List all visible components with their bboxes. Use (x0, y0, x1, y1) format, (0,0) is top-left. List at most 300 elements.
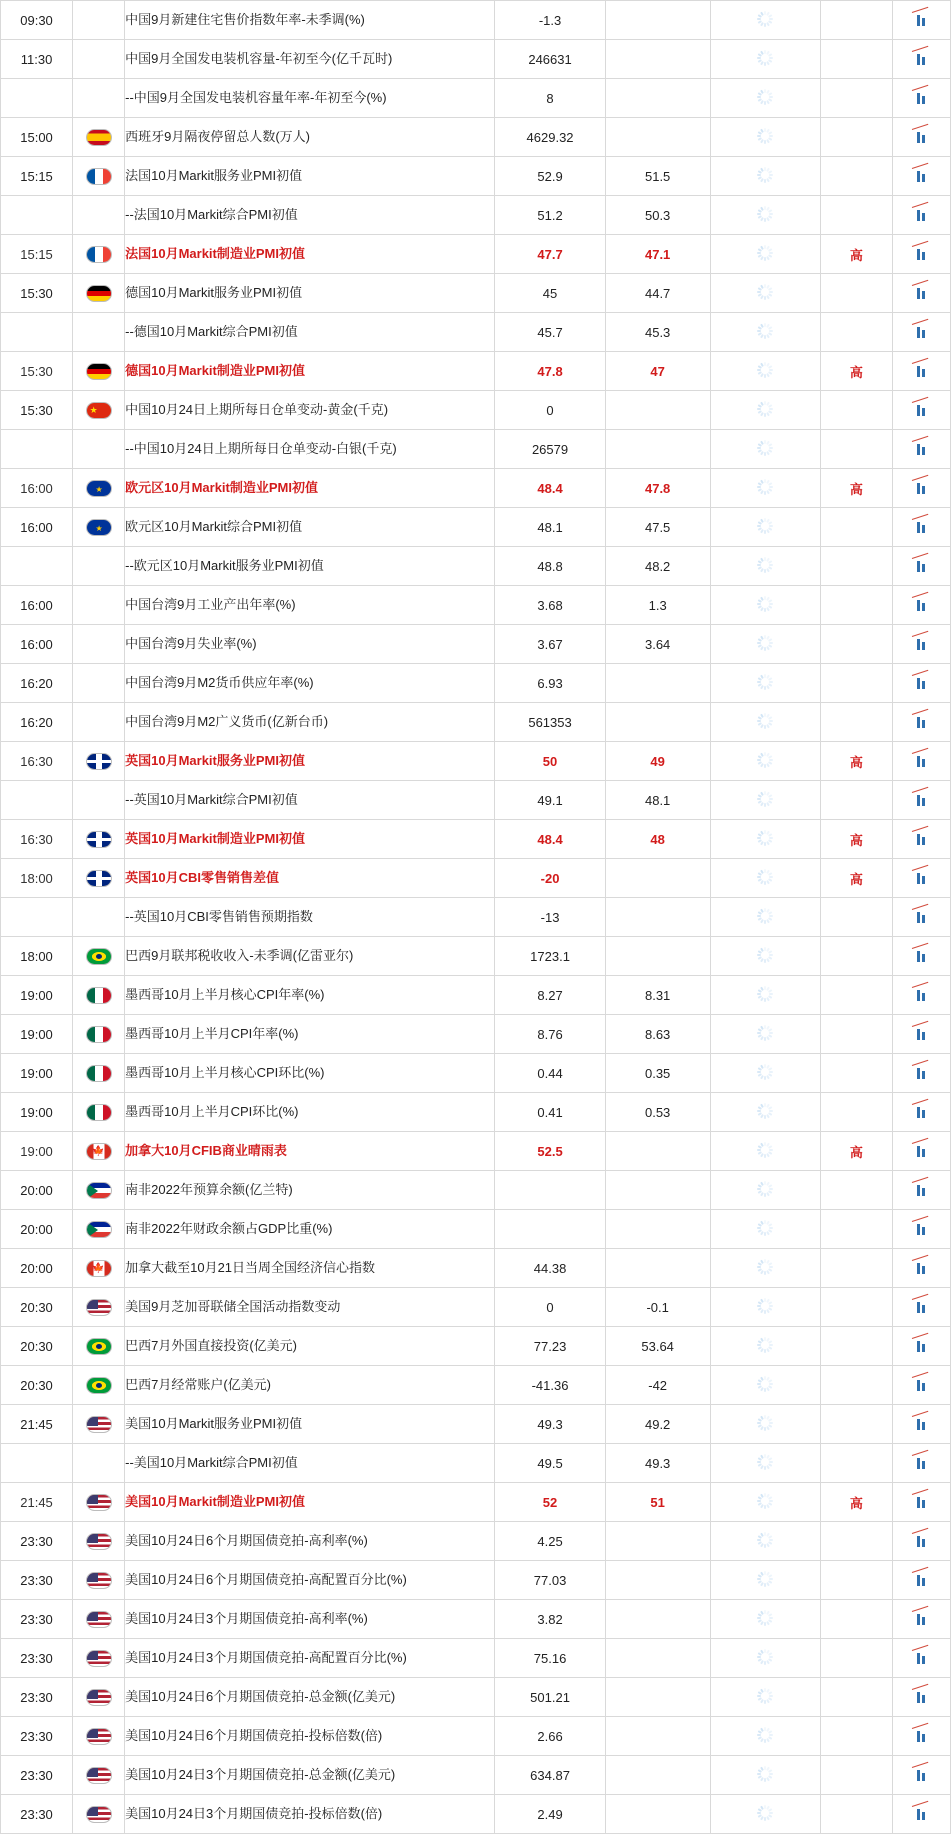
rating-cell (710, 1132, 820, 1171)
bar-chart-icon[interactable] (912, 557, 930, 572)
actual-value: 77.03 (495, 1561, 605, 1600)
chart-link[interactable] (892, 1600, 950, 1639)
event-time: 18:00 (1, 859, 73, 898)
importance-badge (820, 1717, 892, 1756)
country-flag-cell (73, 703, 125, 742)
chart-link[interactable] (892, 157, 950, 196)
bar-chart-icon[interactable] (912, 1298, 930, 1313)
event-name[interactable]: --德国10月Markit综合PMI初值 (125, 313, 495, 352)
country-flag-cell (73, 937, 125, 976)
table-row (1, 1483, 951, 1522)
bar-chart-icon[interactable] (912, 1571, 930, 1586)
loading-spinner-icon (757, 206, 773, 222)
rating-cell (710, 898, 820, 937)
event-name[interactable]: 美国10月24日6个月期国债竞拍-投标倍数(倍) (125, 1717, 495, 1756)
bar-chart-icon[interactable] (912, 245, 930, 260)
chart-link[interactable] (892, 1405, 950, 1444)
chart-link[interactable] (892, 118, 950, 157)
country-flag-cell (73, 1, 125, 40)
rating-cell (710, 1288, 820, 1327)
event-name[interactable]: 德国10月Markit制造业PMI初值 (125, 352, 495, 391)
flag-icon-cn (86, 402, 112, 419)
event-time: 20:30 (1, 1366, 73, 1405)
table-row (1, 1249, 951, 1288)
event-name[interactable]: 南非2022年预算余额(亿兰特) (125, 1171, 495, 1210)
bar-chart-icon[interactable] (912, 752, 930, 767)
country-flag-cell (73, 118, 125, 157)
table-row (1, 1678, 951, 1717)
chart-link[interactable] (892, 1288, 950, 1327)
importance-badge (820, 703, 892, 742)
importance-badge (820, 274, 892, 313)
actual-value: 52.5 (495, 1132, 605, 1171)
event-name[interactable]: --中国10月24日上期所每日仓单变动-白银(千克) (125, 430, 495, 469)
event-name[interactable]: 中国9月新建住宅售价指数年率-未季调(%) (125, 1, 495, 40)
rating-cell (710, 391, 820, 430)
country-flag-cell (73, 313, 125, 352)
importance-badge (820, 586, 892, 625)
chart-link[interactable] (892, 1, 950, 40)
chart-link[interactable] (892, 274, 950, 313)
flag-icon-us (86, 1806, 112, 1823)
bar-chart-icon[interactable] (912, 1727, 930, 1742)
event-time: 23:30 (1, 1639, 73, 1678)
country-flag-cell (73, 1639, 125, 1678)
actual-value: 3.68 (495, 586, 605, 625)
chart-link[interactable] (892, 664, 950, 703)
bar-chart-icon[interactable] (912, 440, 930, 455)
rating-cell (710, 469, 820, 508)
country-flag-cell (73, 508, 125, 547)
forecast-value (605, 1756, 710, 1795)
chart-link[interactable] (892, 40, 950, 79)
chart-link[interactable] (892, 547, 950, 586)
actual-value: -20 (495, 859, 605, 898)
bar-chart-icon[interactable] (912, 1337, 930, 1352)
chart-link[interactable] (892, 1795, 950, 1834)
rating-cell (710, 976, 820, 1015)
event-name[interactable]: 美国10月24日3个月期国债竞拍-投标倍数(倍) (125, 1795, 495, 1834)
event-time (1, 430, 73, 469)
table-row (1, 625, 951, 664)
flag-icon-ca (86, 1260, 112, 1277)
chart-link[interactable] (892, 820, 950, 859)
event-name[interactable]: 中国台湾9月失业率(%) (125, 625, 495, 664)
actual-value: 52 (495, 1483, 605, 1522)
flag-icon-us (86, 1689, 112, 1706)
bar-chart-icon[interactable] (912, 1649, 930, 1664)
chart-link[interactable] (892, 742, 950, 781)
event-name[interactable]: 中国10月24日上期所每日仓单变动-黄金(千克) (125, 391, 495, 430)
country-flag-cell (73, 235, 125, 274)
chart-link[interactable] (892, 1132, 950, 1171)
bar-chart-icon[interactable] (912, 89, 930, 104)
table-row (1, 898, 951, 937)
table-row (1, 1366, 951, 1405)
bar-chart-icon[interactable] (912, 791, 930, 806)
event-time (1, 781, 73, 820)
event-name[interactable]: 中国台湾9月工业产出年率(%) (125, 586, 495, 625)
loading-spinner-icon (757, 635, 773, 651)
bar-chart-icon[interactable] (912, 1259, 930, 1274)
forecast-value: 47 (605, 352, 710, 391)
bar-chart-icon[interactable] (912, 1532, 930, 1547)
forecast-value (605, 1, 710, 40)
event-name[interactable]: 英国10月Markit服务业PMI初值 (125, 742, 495, 781)
event-name[interactable]: 美国10月24日6个月期国债竞拍-高配置百分比(%) (125, 1561, 495, 1600)
rating-cell (710, 508, 820, 547)
event-name[interactable]: 美国10月24日6个月期国债竞拍-高利率(%) (125, 1522, 495, 1561)
event-time: 20:00 (1, 1210, 73, 1249)
actual-value: 48.4 (495, 820, 605, 859)
event-name[interactable]: 法国10月Markit制造业PMI初值 (125, 235, 495, 274)
bar-chart-icon[interactable] (912, 1103, 930, 1118)
rating-cell (710, 1678, 820, 1717)
table-row (1, 391, 951, 430)
rating-cell (710, 586, 820, 625)
bar-chart-icon[interactable] (912, 1025, 930, 1040)
table-row (1, 1522, 951, 1561)
rating-cell (710, 859, 820, 898)
chart-link[interactable] (892, 1444, 950, 1483)
actual-value: 0 (495, 1288, 605, 1327)
table-row (1, 1327, 951, 1366)
event-name[interactable]: --英国10月Markit综合PMI初值 (125, 781, 495, 820)
flag-icon-fr (86, 168, 112, 185)
bar-chart-icon[interactable] (912, 1415, 930, 1430)
event-name[interactable]: 加拿大10月CFIB商业晴雨表 (125, 1132, 495, 1171)
importance-badge (820, 1, 892, 40)
actual-value: 49.5 (495, 1444, 605, 1483)
event-name[interactable]: 美国10月24日3个月期国债竞拍-高配置百分比(%) (125, 1639, 495, 1678)
table-row (1, 1210, 951, 1249)
country-flag-cell (73, 1756, 125, 1795)
flag-icon-za (86, 1182, 112, 1199)
actual-value: 8 (495, 79, 605, 118)
chart-link[interactable] (892, 1483, 950, 1522)
bar-chart-icon[interactable] (912, 128, 930, 143)
forecast-value (605, 118, 710, 157)
forecast-value: 47.5 (605, 508, 710, 547)
country-flag-cell (73, 1132, 125, 1171)
bar-chart-icon[interactable] (912, 167, 930, 182)
table-row (1, 1132, 951, 1171)
chart-link[interactable] (892, 1717, 950, 1756)
importance-badge (820, 1756, 892, 1795)
bar-chart-icon[interactable] (912, 869, 930, 884)
country-flag-cell (73, 40, 125, 79)
chart-link[interactable] (892, 1522, 950, 1561)
rating-cell (710, 1171, 820, 1210)
flag-icon-mx (86, 1104, 112, 1121)
chart-link[interactable] (892, 1366, 950, 1405)
event-time: 19:00 (1, 976, 73, 1015)
bar-chart-icon[interactable] (912, 1766, 930, 1781)
event-name[interactable]: --法国10月Markit综合PMI初值 (125, 196, 495, 235)
country-flag-cell (73, 664, 125, 703)
importance-badge (820, 1210, 892, 1249)
country-flag-cell (73, 1171, 125, 1210)
country-flag-cell (73, 196, 125, 235)
country-flag-cell (73, 391, 125, 430)
actual-value: 77.23 (495, 1327, 605, 1366)
event-name[interactable]: --欧元区10月Markit服务业PMI初值 (125, 547, 495, 586)
country-flag-cell (73, 1327, 125, 1366)
table-row (1, 118, 951, 157)
importance-badge: 高 (820, 352, 892, 391)
table-row (1, 1093, 951, 1132)
chart-link[interactable] (892, 1210, 950, 1249)
event-name[interactable]: 德国10月Markit服务业PMI初值 (125, 274, 495, 313)
chart-link[interactable] (892, 391, 950, 430)
event-name[interactable]: --中国9月全国发电装机容量年率-年初至今(%) (125, 79, 495, 118)
importance-badge: 高 (820, 820, 892, 859)
bar-chart-icon[interactable] (912, 1805, 930, 1820)
chart-link[interactable] (892, 898, 950, 937)
chart-link[interactable] (892, 859, 950, 898)
event-name[interactable]: 英国10月CBI零售销售差值 (125, 859, 495, 898)
flag-icon-mx (86, 1065, 112, 1082)
chart-link[interactable] (892, 469, 950, 508)
bar-chart-icon[interactable] (912, 362, 930, 377)
table-row (1, 1600, 951, 1639)
importance-badge: 高 (820, 235, 892, 274)
bar-chart-icon[interactable] (912, 284, 930, 299)
forecast-value (605, 391, 710, 430)
event-name[interactable]: 墨西哥10月上半月核心CPI环比(%) (125, 1054, 495, 1093)
actual-value: 0 (495, 391, 605, 430)
importance-badge (820, 430, 892, 469)
event-time: 20:30 (1, 1327, 73, 1366)
forecast-value: 48 (605, 820, 710, 859)
actual-value: 3.82 (495, 1600, 605, 1639)
actual-value: -13 (495, 898, 605, 937)
country-flag-cell (73, 781, 125, 820)
chart-link[interactable] (892, 1561, 950, 1600)
event-name[interactable]: 南非2022年财政余额占GDP比重(%) (125, 1210, 495, 1249)
chart-link[interactable] (892, 937, 950, 976)
event-time (1, 79, 73, 118)
table-row (1, 196, 951, 235)
chart-link[interactable] (892, 79, 950, 118)
event-time: 15:15 (1, 235, 73, 274)
rating-cell (710, 1, 820, 40)
bar-chart-icon[interactable] (912, 1142, 930, 1157)
actual-value: 0.44 (495, 1054, 605, 1093)
chart-link[interactable] (892, 313, 950, 352)
chart-link[interactable] (892, 508, 950, 547)
table-row (1, 1015, 951, 1054)
country-flag-cell (73, 1444, 125, 1483)
chart-link[interactable] (892, 196, 950, 235)
actual-value: 47.8 (495, 352, 605, 391)
event-time (1, 196, 73, 235)
event-name[interactable]: --英国10月CBI零售销售预期指数 (125, 898, 495, 937)
loading-spinner-icon (757, 1532, 773, 1548)
chart-link[interactable] (892, 235, 950, 274)
actual-value: 246631 (495, 40, 605, 79)
event-name[interactable]: 英国10月Markit制造业PMI初值 (125, 820, 495, 859)
table-row (1, 430, 951, 469)
table-row (1, 1639, 951, 1678)
chart-link[interactable] (892, 1171, 950, 1210)
event-name[interactable]: 美国10月24日3个月期国债竞拍-高利率(%) (125, 1600, 495, 1639)
table-row (1, 703, 951, 742)
table-row (1, 859, 951, 898)
event-name[interactable]: 欧元区10月Markit制造业PMI初值 (125, 469, 495, 508)
loading-spinner-icon (757, 1259, 773, 1275)
event-name[interactable]: 墨西哥10月上半月CPI年率(%) (125, 1015, 495, 1054)
actual-value: 45 (495, 274, 605, 313)
event-name[interactable]: 中国台湾9月M2货币供应年率(%) (125, 664, 495, 703)
event-time: 16:20 (1, 664, 73, 703)
forecast-value (605, 1249, 710, 1288)
importance-badge (820, 1015, 892, 1054)
forecast-value (605, 898, 710, 937)
loading-spinner-icon (757, 284, 773, 300)
forecast-value: 44.7 (605, 274, 710, 313)
event-name[interactable]: 巴西7月外国直接投资(亿美元) (125, 1327, 495, 1366)
event-name[interactable]: 巴西9月联邦税收收入-未季调(亿雷亚尔) (125, 937, 495, 976)
flag-icon-us (86, 1611, 112, 1628)
bar-chart-icon[interactable] (912, 1493, 930, 1508)
loading-spinner-icon (757, 167, 773, 183)
event-name[interactable]: 美国9月芝加哥联储全国活动指数变动 (125, 1288, 495, 1327)
event-time (1, 1444, 73, 1483)
loading-spinner-icon (757, 596, 773, 612)
event-time: 23:30 (1, 1756, 73, 1795)
bar-chart-icon[interactable] (912, 479, 930, 494)
event-name[interactable]: 欧元区10月Markit综合PMI初值 (125, 508, 495, 547)
chart-link[interactable] (892, 1756, 950, 1795)
bar-chart-icon[interactable] (912, 1454, 930, 1469)
flag-icon-ca (86, 1143, 112, 1160)
chart-link[interactable] (892, 1249, 950, 1288)
event-name[interactable]: 法国10月Markit服务业PMI初值 (125, 157, 495, 196)
rating-cell (710, 79, 820, 118)
importance-badge (820, 1405, 892, 1444)
bar-chart-icon[interactable] (912, 908, 930, 923)
chart-link[interactable] (892, 976, 950, 1015)
loading-spinner-icon (757, 245, 773, 261)
bar-chart-icon[interactable] (912, 401, 930, 416)
chart-link[interactable] (892, 1093, 950, 1132)
flag-icon-fr (86, 246, 112, 263)
chart-link[interactable] (892, 352, 950, 391)
bar-chart-icon[interactable] (912, 986, 930, 1001)
bar-chart-icon[interactable] (912, 206, 930, 221)
event-time: 16:00 (1, 625, 73, 664)
event-name[interactable]: 中国9月全国发电装机容量-年初至今(亿千瓦时) (125, 40, 495, 79)
bar-chart-icon[interactable] (912, 947, 930, 962)
bar-chart-icon[interactable] (912, 635, 930, 650)
actual-value: 50 (495, 742, 605, 781)
event-time: 19:00 (1, 1054, 73, 1093)
event-name[interactable]: 美国10月24日6个月期国债竞拍-总金额(亿美元) (125, 1678, 495, 1717)
forecast-value: 49 (605, 742, 710, 781)
event-name[interactable]: 巴西7月经常账户(亿美元) (125, 1366, 495, 1405)
table-row (1, 1054, 951, 1093)
bar-chart-icon[interactable] (912, 1688, 930, 1703)
bar-chart-icon[interactable] (912, 830, 930, 845)
actual-value: 2.66 (495, 1717, 605, 1756)
loading-spinner-icon (757, 1766, 773, 1782)
chart-link[interactable] (892, 430, 950, 469)
event-name[interactable]: 墨西哥10月上半月CPI环比(%) (125, 1093, 495, 1132)
bar-chart-icon[interactable] (912, 1064, 930, 1079)
event-name[interactable]: 美国10月24日3个月期国债竞拍-总金额(亿美元) (125, 1756, 495, 1795)
event-name[interactable]: 墨西哥10月上半月核心CPI年率(%) (125, 976, 495, 1015)
event-time: 16:00 (1, 508, 73, 547)
forecast-value (605, 1717, 710, 1756)
chart-link[interactable] (892, 625, 950, 664)
rating-cell (710, 1015, 820, 1054)
loading-spinner-icon (757, 1376, 773, 1392)
table-row (1, 1717, 951, 1756)
actual-value: 51.2 (495, 196, 605, 235)
bar-chart-icon[interactable] (912, 1181, 930, 1196)
flag-icon-us (86, 1767, 112, 1784)
bar-chart-icon[interactable] (912, 50, 930, 65)
forecast-value: 0.35 (605, 1054, 710, 1093)
loading-spinner-icon (757, 1571, 773, 1587)
bar-chart-icon[interactable] (912, 713, 930, 728)
chart-link[interactable] (892, 1015, 950, 1054)
chart-link[interactable] (892, 1678, 950, 1717)
event-name[interactable]: 美国10月Markit服务业PMI初值 (125, 1405, 495, 1444)
actual-value: 2.49 (495, 1795, 605, 1834)
chart-link[interactable] (892, 1639, 950, 1678)
chart-link[interactable] (892, 703, 950, 742)
bar-chart-icon[interactable] (912, 1610, 930, 1625)
country-flag-cell (73, 898, 125, 937)
event-name[interactable]: 美国10月Markit制造业PMI初值 (125, 1483, 495, 1522)
event-name[interactable]: --美国10月Markit综合PMI初值 (125, 1444, 495, 1483)
bar-chart-icon[interactable] (912, 596, 930, 611)
chart-link[interactable] (892, 781, 950, 820)
event-time: 18:00 (1, 937, 73, 976)
bar-chart-icon[interactable] (912, 11, 930, 26)
bar-chart-icon[interactable] (912, 1376, 930, 1391)
actual-value: 1723.1 (495, 937, 605, 976)
bar-chart-icon[interactable] (912, 674, 930, 689)
chart-link[interactable] (892, 1054, 950, 1093)
rating-cell (710, 157, 820, 196)
importance-badge (820, 1093, 892, 1132)
chart-link[interactable] (892, 586, 950, 625)
bar-chart-icon[interactable] (912, 323, 930, 338)
country-flag-cell (73, 352, 125, 391)
importance-badge (820, 313, 892, 352)
event-name[interactable]: 加拿大截至10月21日当周全国经济信心指数 (125, 1249, 495, 1288)
loading-spinner-icon (757, 1415, 773, 1431)
bar-chart-icon[interactable] (912, 1220, 930, 1235)
chart-link[interactable] (892, 1327, 950, 1366)
loading-spinner-icon (757, 1727, 773, 1743)
rating-cell (710, 1366, 820, 1405)
country-flag-cell (73, 1678, 125, 1717)
event-name[interactable]: 中国台湾9月M2广义货币(亿新台币) (125, 703, 495, 742)
event-time: 15:30 (1, 391, 73, 430)
loading-spinner-icon (757, 830, 773, 846)
importance-badge (820, 1561, 892, 1600)
loading-spinner-icon (757, 674, 773, 690)
event-name[interactable]: 西班牙9月隔夜停留总人数(万人) (125, 118, 495, 157)
importance-badge: 高 (820, 469, 892, 508)
table-row (1, 40, 951, 79)
bar-chart-icon[interactable] (912, 518, 930, 533)
country-flag-cell (73, 1015, 125, 1054)
